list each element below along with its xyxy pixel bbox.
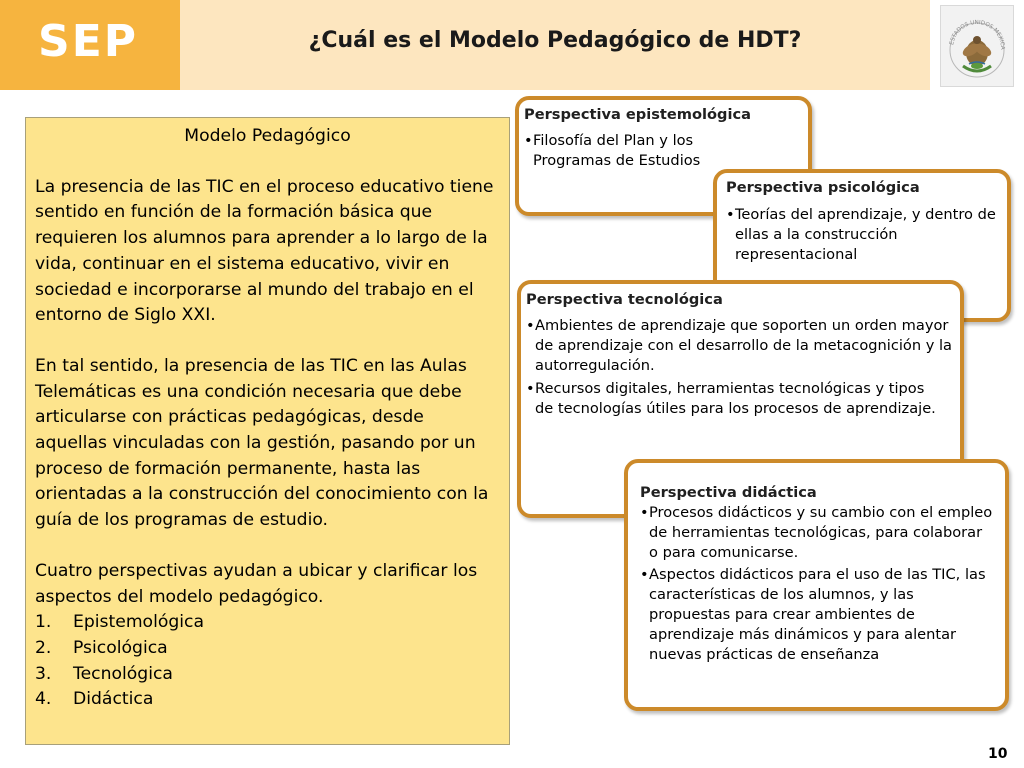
card-title: Perspectiva epistemológica — [524, 106, 752, 123]
card-bullet: • Ambientes de aprendizaje que soporten un orden mayor de aprendizaje con el desarrollo de la metacognición y la autorregulación. — [526, 317, 952, 374]
card-bullet: • Aspectos didácticos para el uso de las TIC, las características de los alumnos, y las propuestas para crear ambientes de aprendizaje más dinámicos y para alentar nuevas prácticas de enseñanza — [640, 566, 986, 663]
page-number: 10 — [988, 746, 1008, 762]
card-bullet: • Procesos didácticos y su cambio con el empleo de herramientas tecnológicas, para colaborar o para comunicarse. — [640, 504, 993, 561]
paragraph-2: En tal sentido, la presencia de las TIC en las Aulas Telemáticas es una condición necesaria que debe articularse con prácticas pedagógicas, desde aquellas vinculadas con la gestión, pasando por un proceso de formación permanente, hasta las orientadas a la construcción del conocimiento con la guía de los programas de estudio. — [35, 355, 489, 531]
box-heading: Modelo Pedagógico — [184, 126, 351, 146]
list-item: 1. Epistemológica — [35, 612, 205, 633]
list-item: 2. Psicológica — [35, 637, 168, 658]
mexico-seal — [940, 5, 1014, 87]
card-title: Perspectiva didáctica — [640, 484, 817, 501]
list-item: 3. Tecnológica — [35, 663, 173, 684]
slide-header — [0, 0, 1024, 90]
card-bullet: • Recursos digitales, herramientas tecnológicas y tipos de tecnologías útiles para los procesos de aprendizaje. — [526, 380, 936, 417]
card-bullet: • Filosofía del Plan y los Programas de Estudios — [524, 132, 701, 169]
card-title: Perspectiva psicológica — [726, 179, 920, 196]
seal-text: ESTADOS UNIDOS MEXICA — [949, 19, 1006, 50]
seal-area — [930, 0, 1024, 90]
perspective-list — [35, 610, 500, 713]
paragraph-1: La presencia de las TIC en el proceso educativo tiene sentido en función de la formación básica que requieren los alumnos para aprender a lo largo de la vida, continuar en el sistema educativo, vivir en sociedad e incorporarse al mundo del trabajo en el entorno de Siglo XXI. — [35, 176, 494, 326]
eagle-seal-icon — [941, 6, 1013, 86]
sep-logo — [0, 0, 180, 90]
slide-title: ¿Cuál es el Modelo Pedagógico de HDT? — [308, 28, 802, 53]
card-title: Perspectiva tecnológica — [526, 291, 723, 308]
card-didactica — [624, 459, 1009, 711]
card-bullet: • Teorías del aprendizaje, y dentro de ellas a la construcción representacional — [726, 206, 996, 263]
title-band — [180, 0, 930, 90]
sep-logo-text: SEP — [38, 16, 138, 67]
paragraph-3: Cuatro perspectivas ayudan a ubicar y clarificar los aspectos del modelo pedagógico. — [35, 560, 478, 607]
modelo-pedagogico-box — [25, 117, 510, 745]
list-item: 4. Didáctica — [35, 689, 154, 710]
